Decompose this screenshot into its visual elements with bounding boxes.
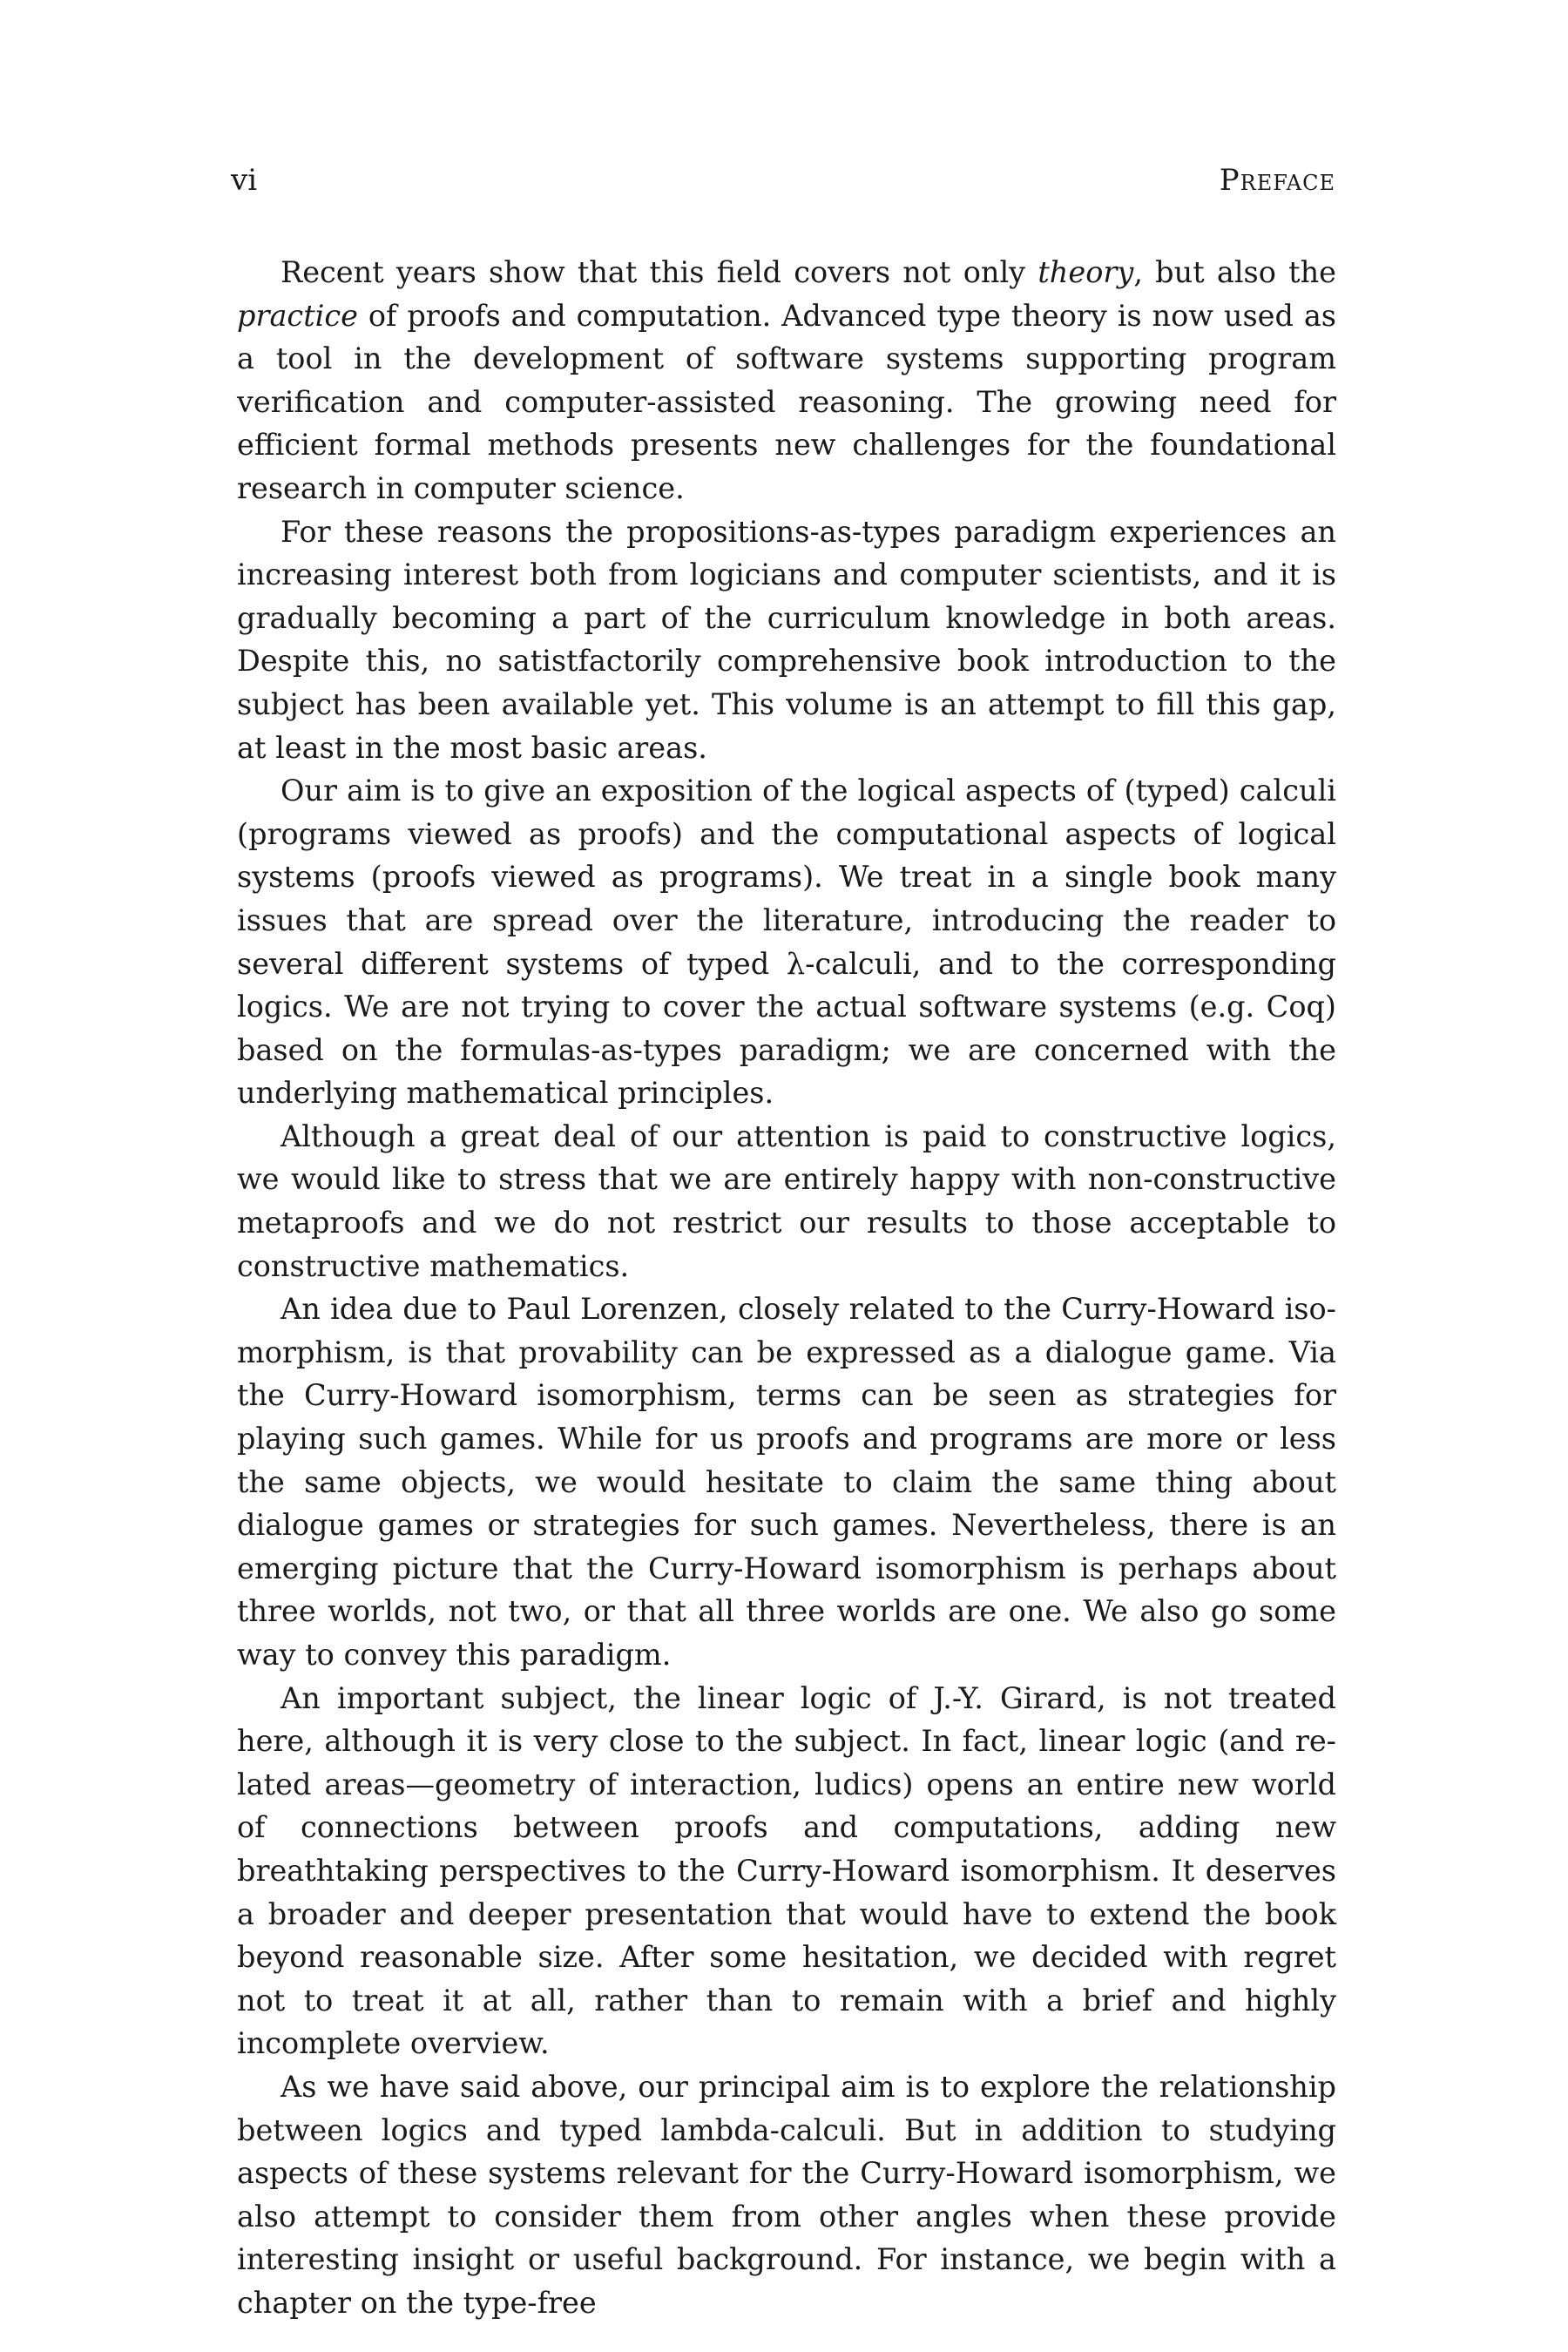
paragraph — [237, 510, 1336, 770]
text-run: Our aim is to give an exposition of the logical aspects of (typed) calculi (programs viewed as proofs) and the computational aspects of logical systems (proofs viewed as programs). We treat in a single book many issues that are spread over the literature, introducing the reader to several different systems of typed λ-calculi, and to the corresponding logics. We are not trying to cover the actual software systems (e.g. Coq) based on the formulas-as-types paradigm; we are concerned with the underlying mathematical principles. — [237, 774, 1336, 1111]
section-title: Preface — [1219, 163, 1335, 198]
emphasis-practice: practice — [237, 298, 358, 333]
paragraph — [237, 2065, 1336, 2325]
text-run: , but also the — [1133, 255, 1336, 289]
page-number: vi — [231, 163, 258, 198]
running-head — [231, 159, 1335, 202]
paragraph — [237, 1677, 1336, 2065]
paragraph — [237, 769, 1336, 1115]
text-run: As we have said above, our principal aim is to explore the relationship between logics and typed lambda-calculi. But in addition to studying aspects of these systems relevant for the Curry-Howard isomorphism, we also attempt to consider them from other angles when these provide interesting insight or useful background. For instance, we begin with a chapter on the type-free — [237, 2069, 1336, 2320]
text-run: of proofs and computation. Advanced type theory is now used as a tool in the development of software systems supporting program verification and computer-assisted reasoning. The growing need for efficient formal methods presents new challenges for the foundational research in computer science. — [237, 298, 1336, 505]
text-run: Although a great deal of our attention is paid to constructive logics, we would like to stress that we are entirely happy with non-constructive metaproofs and we do not restrict our results to those acceptable to constructive mathematics. — [237, 1119, 1336, 1283]
text-run: For these reasons the propositions-as-types paradigm experiences an increasing interest both from logicians and computer scientists, and it is gradually becoming a part of the curriculum knowledge in both areas. Despite this, no satistfactorily comprehensive book introduction to the subject has been available yet. This volume is an attempt to fill this gap, at least in the most basic areas. — [237, 514, 1336, 765]
paragraph — [237, 1115, 1336, 1288]
text-run: An idea due to Paul Lorenzen, closely related to the Curry-Howard isomorphism, is that provability can be expressed as a dialogue game. Via the Curry-Howard isomorphism, terms can be seen as strategies for playing such games. While for us proofs and programs are more or less the same objects, we would hesitate to claim the same thing about dialogue games or strategies for such games. Nevertheless, there is an emerging picture that the Curry-Howard isomorphism is perhaps about three worlds, not two, or that all three worlds are one. We also go some way to convey this paradigm. — [237, 1292, 1336, 1672]
text-run: Recent years show that this field covers not only — [280, 255, 1038, 289]
body-text — [237, 251, 1336, 2325]
emphasis-theory: theory — [1037, 255, 1134, 289]
paragraph — [237, 1288, 1336, 1676]
paragraph — [237, 251, 1336, 510]
text-run: An important subject, the linear logic of J.-Y. Girard, is not treated here, although it is very close to the subject. In fact, linear logic (and related areas—geometry of interaction, ludics) opens an entire new world of connections between proofs and computations, adding new breathtaking perspectives to the Curry-Howard isomorphism. It deserves a broader and deeper presentation that would have to extend the book beyond reasonable size. After some hesitation, we decided with regret not to treat it at all, rather than to remain with a brief and highly incomplete overview. — [237, 1680, 1336, 2061]
